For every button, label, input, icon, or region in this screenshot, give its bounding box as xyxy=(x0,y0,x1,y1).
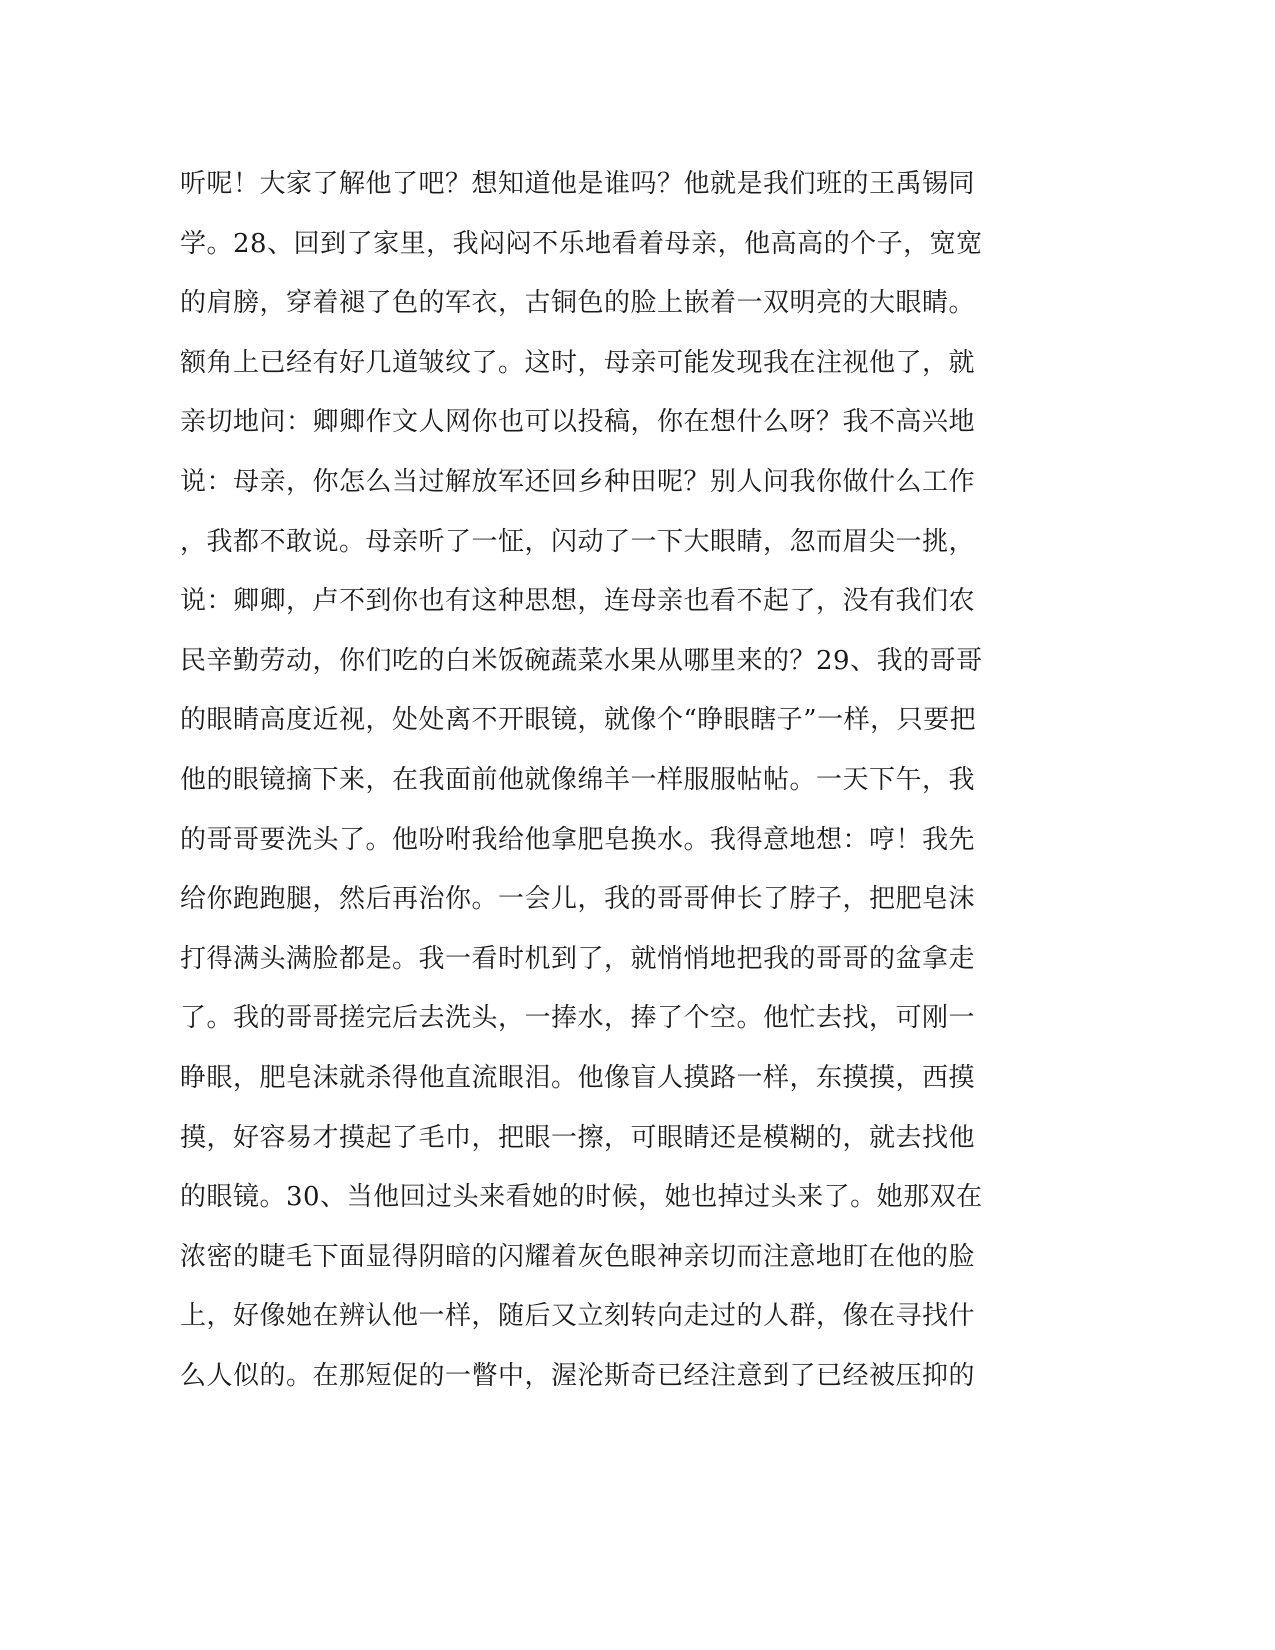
text-line: 上，好像她在辨认他一样，随后又立刻转向走过的人群，像在寻找什 xyxy=(180,1301,976,1332)
text-line: 说：母亲，你怎么当过解放军还回乡种田呢？别人问我你做什么工作 xyxy=(180,466,976,497)
text-line: 的哥哥要洗头了。他吩咐我给他拿肥皂换水。我得意地想：哼！我先 xyxy=(180,824,976,855)
text-line: 听呢！大家了解他了吧？想知道他是谁吗？他就是我们班的王禹锡同 xyxy=(180,169,976,199)
text-line: 亲切地问：卿卿作文人网你也可以投稿，你在想什么呀？我不高兴地 xyxy=(180,407,976,438)
text-line: 的肩膀，穿着褪了色的军衣，古铜色的脸上嵌着一双明亮的大眼睛。 xyxy=(180,288,976,319)
text-line: 给你跑跑腿，然后再治你。一会儿，我的哥哥伸长了脖子，把肥皂沫 xyxy=(180,884,976,915)
text-line: 说：卿卿，卢不到你也有这种思想，连母亲也看不起了，没有我们农 xyxy=(180,586,976,617)
text-line: 的眼睛高度近视，处处离不开眼镜，就像个“睁眼瞎子”一样，只要把 xyxy=(180,705,977,736)
body-text xyxy=(180,155,1120,1406)
text-line: 么人似的。在那短促的一瞥中，渥沦斯奇已经注意到了已经被压抑的 xyxy=(180,1360,976,1391)
text-line: 民辛勤劳动，你们吃的白米饭碗蔬菜水果从哪里来的？29、我的哥哥 xyxy=(180,645,983,676)
text-line: 他的眼镜摘下来，在我面前他就像绵羊一样服服帖帖。一天下午，我 xyxy=(180,764,976,795)
text-line: 浓密的睫毛下面显得阴暗的闪耀着灰色眼神亲切而注意地盯在他的脸 xyxy=(180,1241,976,1272)
text-line: 了。我的哥哥搓完后去洗头，一捧水，捧了个空。他忙去找，可刚一 xyxy=(180,1003,976,1034)
text-line: 学。28、回到了家里，我闷闷不乐地看着母亲，他高高的个子，宽宽 xyxy=(180,228,983,259)
text-line: 额角上已经有好几道皱纹了。这时，母亲可能发现我在注视他了，就 xyxy=(180,347,976,378)
text-line: 的眼镜。30、当他回过头来看她的时候，她也掉过头来了。她那双在 xyxy=(180,1182,983,1213)
text-line: 睁眼，肥皂沫就杀得他直流眼泪。他像盲人摸路一样，东摸摸，西摸 xyxy=(180,1062,976,1093)
text-line: ，我都不敢说。母亲听了一怔，闪动了一下大眼睛，忽而眉尖一挑， xyxy=(180,526,976,557)
text-line: 摸，好容易才摸起了毛巾，把眼一擦，可眼睛还是模糊的，就去找他 xyxy=(180,1122,976,1153)
text-line: 打得满头满脸都是。我一看时机到了，就悄悄地把我的哥哥的盆拿走 xyxy=(180,943,976,974)
